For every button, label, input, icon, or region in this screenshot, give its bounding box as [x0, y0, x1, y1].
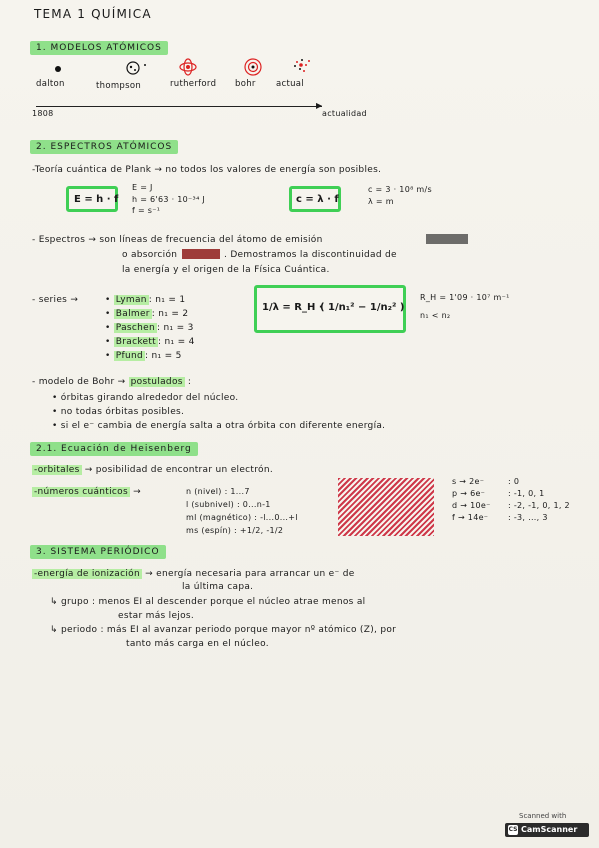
quantum-number-n: n (nivel) : 1...7: [186, 487, 250, 496]
numeros-cuanticos-label: -números cuánticos →: [34, 487, 141, 497]
series-condition: n₁ < n₂: [420, 311, 451, 320]
series-item: • Balmer : n₁ = 2: [105, 309, 189, 319]
timeline-end: actualidad: [322, 109, 367, 118]
timeline-start: 1808: [32, 109, 54, 118]
planck-var-h: h = 6'63 · 10⁻³⁴ J: [132, 195, 206, 204]
rydberg-constant: R_H = 1'09 · 10⁷ m⁻¹: [420, 293, 510, 302]
ml-values-p: : -1, 0, 1: [508, 489, 545, 498]
series-item: • Pfund : n₁ = 5: [105, 351, 182, 361]
timeline-arrow: [36, 106, 322, 107]
planck-theory-line: -Teoría cuántica de Plank → no todos los valores de energía son posibles.: [32, 165, 382, 175]
bohr-postulate-3: • si el e⁻ cambia de energía salta a otra órbita con diferente energía.: [52, 421, 386, 431]
rydberg-formula-left: 1/λ = R_H ·: [262, 302, 323, 313]
atom-label-actual: actual: [276, 79, 304, 89]
grupo-line-1: ↳ grupo : menos EI al descender porque el núcleo atrae menos al: [50, 597, 366, 607]
section-heading-modelos: 1. MODELOS ATÓMICOS: [30, 44, 168, 53]
atom-label-rutherford: rutherford: [170, 79, 217, 89]
ml-values-f: : -3, ..., 3: [508, 513, 548, 522]
bohr-postulate-2: • no todas órbitas posibles.: [52, 407, 185, 417]
bohr-atom-icon: [245, 59, 261, 75]
camscanner-watermark: [505, 812, 591, 838]
orbital-capacity-p: p → 6e⁻: [452, 489, 486, 498]
planck-var-f: f = s⁻¹: [132, 206, 161, 215]
camscanner-icon: CS: [508, 826, 518, 833]
grupo-line-2: estar más lejos.: [118, 611, 195, 621]
ml-values-d: : -2, -1, 0, 1, 2: [508, 501, 570, 510]
espectros-line-3: la energía y el origen de la Física Cuántica.: [122, 265, 330, 275]
quantum-number-l: l (subnivel) : 0...n-1: [186, 500, 271, 509]
page-title: TEMA 1 QUÍMICA: [34, 7, 152, 21]
periodo-line-1: ↳ periodo : más EI al avanzar periodo porque mayor nº atómico (Z), por: [50, 625, 397, 635]
espectros-line-2b: . Demostramos la discontinuidad de: [224, 250, 397, 260]
espectros-line-2a: o absorción: [122, 250, 178, 260]
bohr-heading: - modelo de Bohr → postulados :: [32, 377, 192, 387]
atom-label-thompson: thompson: [96, 81, 142, 91]
periodo-line-2: tanto más carga en el núcleo.: [126, 639, 269, 649]
espectros-line-1: - Espectros → son líneas de frecuencia del átomo de emisión: [32, 235, 323, 245]
ionizacion-line-1: -energía de ionización → energía necesaria para arrancar un e⁻ de: [34, 569, 355, 579]
quantum-number-ms: ms (espín) : +1/2, -1/2: [186, 526, 284, 535]
formula-planck: E = h · f: [74, 194, 119, 205]
rutherford-atom-icon: [180, 59, 196, 75]
emission-spectrum-icon: [426, 234, 468, 244]
series-item: • Lyman : n₁ = 1: [105, 295, 186, 305]
ionizacion-line-2: la última capa.: [182, 582, 254, 592]
absorption-spectrum-icon: [182, 249, 220, 259]
orbital-capacity-f: f → 14e⁻: [452, 513, 489, 522]
section-heading-espectros: 2. ESPECTROS ATÓMICOS: [30, 143, 178, 152]
orbital-capacity-s: s → 2e⁻: [452, 477, 485, 486]
atom-models-drawings: [30, 56, 330, 78]
dalton-atom-icon: [55, 66, 61, 72]
thompson-atom-icon: [127, 62, 139, 74]
series-item: • Brackett : n₁ = 4: [105, 337, 195, 347]
orbital-capacity-d: d → 10e⁻: [452, 501, 491, 510]
series-item: • Paschen : n₁ = 3: [105, 323, 194, 333]
actual-atom-icon: [294, 59, 310, 72]
scanned-with-label: Scanned with: [519, 812, 567, 820]
quantum-number-ml: ml (magnético) : -l...0...+l: [186, 513, 298, 522]
bohr-postulate-1: • órbitas girando alrededor del núcleo.: [52, 393, 239, 403]
series-label: - series →: [32, 295, 79, 305]
atom-label-bohr: bohr: [235, 79, 256, 89]
formula-light: c = λ · f: [296, 194, 339, 205]
aufbau-diagram-drawing: [338, 478, 434, 536]
camscanner-brand: CamScanner: [521, 825, 578, 834]
orbitales-line: -orbitales → posibilidad de encontrar un electrón.: [34, 465, 274, 475]
section-heading-heisenberg: 2.1. Ecuación de Heisenberg: [30, 445, 198, 454]
light-var-lambda: λ = m: [368, 197, 394, 206]
camscanner-logo: [505, 823, 589, 837]
ml-values-s: : 0: [508, 477, 520, 486]
timeline-arrowhead-icon: ▶: [316, 101, 323, 110]
section-heading-periodico: 3. SISTEMA PERIÓDICO: [30, 548, 166, 557]
light-var-c: c = 3 · 10⁸ m/s: [368, 185, 432, 194]
planck-var-e: E = J: [132, 183, 153, 192]
atom-label-dalton: dalton: [36, 79, 65, 89]
rydberg-formula-paren: ( 1/n₁² − 1/n₂² ): [320, 302, 405, 313]
